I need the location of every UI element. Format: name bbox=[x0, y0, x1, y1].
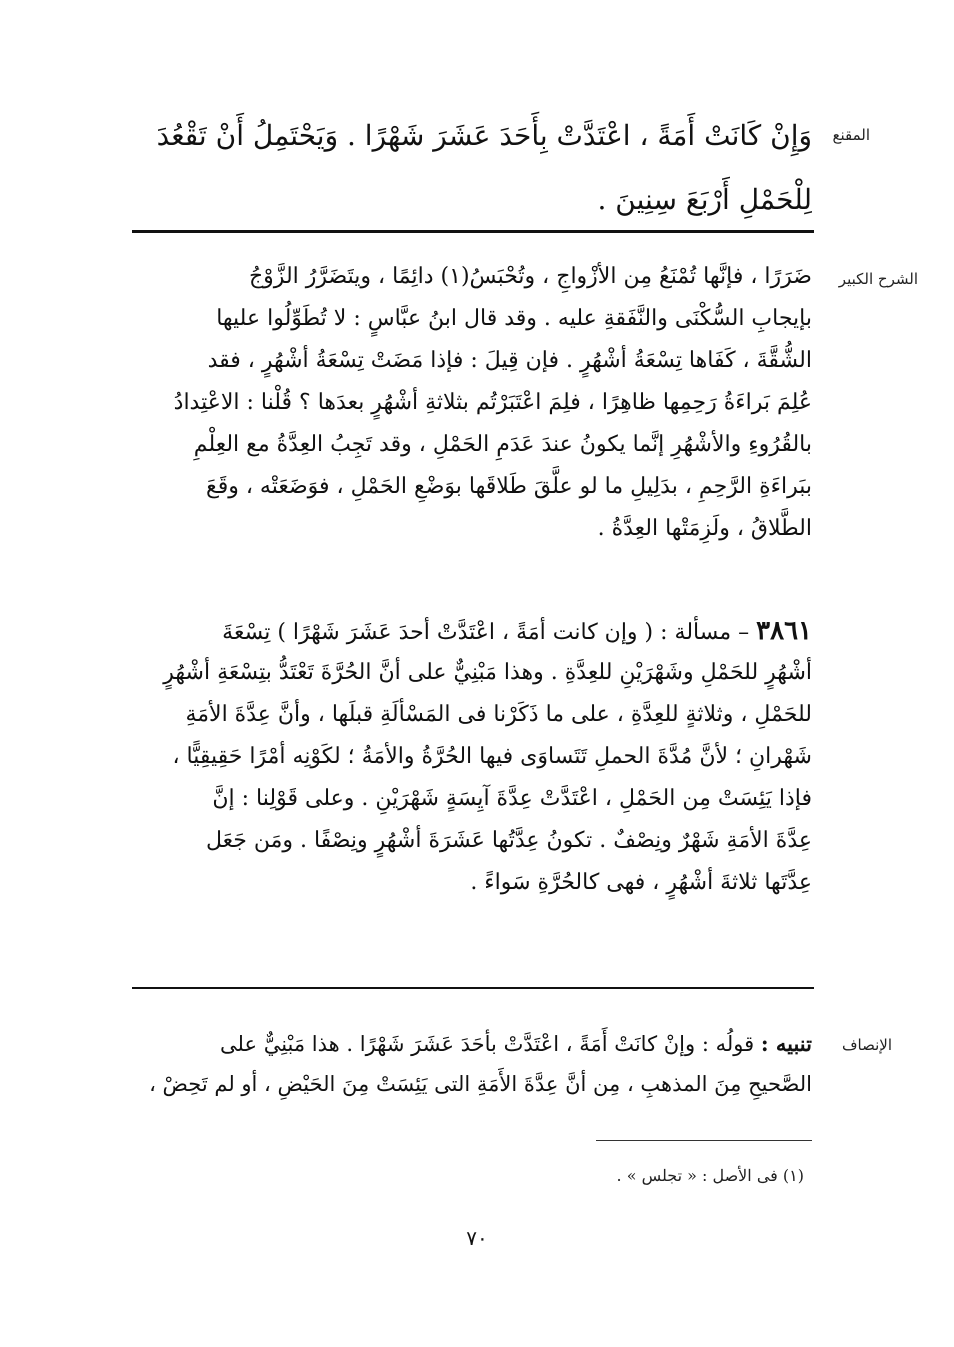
insaf-lead: تنبيه : bbox=[760, 1031, 812, 1056]
page-number: ٧٠ bbox=[466, 1226, 488, 1250]
masala-line: – مسألة : ( وإن كانت أمَةً ، اعْتَدَّتْ أحدَ عَشَرَ شَهْرًا ) تِسْعَةَ bbox=[222, 620, 750, 645]
muqni-text bbox=[132, 104, 812, 232]
muqni-line: لِلْحَمْلِ أَرْبَعَ سِنِينَ . bbox=[597, 183, 812, 216]
insaf-text bbox=[132, 1024, 812, 1104]
sharh-line: الشُّقَّةَ ، كَفَاها تِسْعَةُ أشْهُرٍ . فإن قِيلَ : فإذا مَضَتْ تِسْعَةُ أشْهُرٍ ، فقد bbox=[207, 348, 812, 373]
masala-number: ٣٨٦١ bbox=[756, 616, 812, 646]
margin-label-muqni: المقنع bbox=[832, 126, 870, 144]
masala-first-line bbox=[132, 610, 812, 652]
footnote: (١) فى الأصل : « تجلس » . bbox=[616, 1166, 804, 1185]
sharh-line: بالقُرُوءِ والأشْهُرِ إنَّما يكونُ عندَ عَدَمِ الحَمْلِ ، وقد تَجِبُ العِدَّةُ مع العِلْمِ bbox=[193, 432, 812, 457]
sharh-text bbox=[132, 256, 812, 550]
insaf-line: قولُه : وإنْ كانَتْ أَمَةً ، اعْتَدَّتْ بأحَدَ عَشَرَ شَهْرًا . هذا مَبْنِيٌّ على bbox=[220, 1032, 755, 1056]
sharh-line: بإيجابِ السُّكْنَى والنَّفَقةِ عليه . وقد قال ابنُ عبَّاسٍ : لا تُطَوِّلُوا عليها bbox=[216, 306, 812, 331]
insaf-line: الصَّحيحِ مِنَ المذهبِ ، مِن أنَّ عِدَّةَ الأَمَةِ التى يَئِسَتْ مِنَ الحَيْضِ ، أو لم تَحِضْ ، bbox=[149, 1072, 812, 1096]
muqni-line: وَإِنْ كَانَتْ أَمَةً ، اعْتَدَّتْ بِأَحَدَ عَشَرَ شَهْرًا . وَيَحْتَمِلُ أَنْ تَقْعُدَ bbox=[156, 119, 812, 152]
margin-label-sharh: الشرح الكبير bbox=[838, 270, 918, 288]
masala-line: عِدَّتَها ثلاثةَ أشْهُرٍ ، فهى كالحُرَّةِ سَواءً . bbox=[470, 870, 812, 895]
section-divider bbox=[132, 987, 814, 989]
sharh-line: الطَّلاقُ ، ولَزِمَتْها العِدَّةُ . bbox=[597, 516, 812, 541]
sharh-line: ببَراءَةِ الرَّحِمِ ، بدَلِيلِ ما لو علَّقَ طَلاقَها بوَضْعِ الحَمْلِ ، فوَضَعَتْه ، وقَعَ bbox=[205, 474, 812, 499]
sharh-line: عُلِمَ بَراءَةُ رَحِمِها ظاهِرًا ، فلِمَ اعْتَبَرْتُم بثلاثةِ أشْهُرٍ بعدَها ؟ قُلْنا : الاعْتِدادُ bbox=[173, 390, 812, 415]
footnote-divider bbox=[596, 1140, 812, 1141]
insaf-first-line bbox=[132, 1024, 812, 1064]
masala-line: أشْهُرٍ للحَمْلِ وشَهْرَيْنِ للعِدَّةِ . وهذا مَبْنِيٌّ على أنَّ الحُرَّةَ تَعْتَدُّ بتِسْعَةِ أشْهُرٍ bbox=[163, 660, 812, 685]
masala-line: فإذا يَئِسَتْ مِن الحَمْلِ ، اعْتَدَّتْ عِدَّةَ آيِسَةٍ شَهْرَيْنِ . وعلى قَوْلِنا : إنَّ bbox=[212, 786, 812, 811]
masala-line: عِدَّةَ الأمَةِ شَهْرٌ ونِصْفٌ . تكونُ عِدَّتُها عَشَرَةَ أشْهُرٍ ونِصْفًا . ومَن جَعَل bbox=[205, 828, 812, 853]
masala-line: للحَمْلِ ، وثلاثةٍ للعِدَّةِ ، على ما ذَكَرْنا فى المَسْألَةِ قبلَها ، وأنَّ عِدَّةَ الأمَةِ bbox=[185, 702, 812, 727]
sharh-line: ضَرَرًا ، فإنَّها تُمْنَعُ مِن الأزْواجِ ، وتُحْبَسُ(١) دائِمًا ، ويتَضَرَّرُ الزَّوْجُ bbox=[248, 264, 812, 289]
margin-label-insaf: الإنصاف bbox=[841, 1036, 892, 1054]
masala-text bbox=[132, 610, 812, 904]
section-divider bbox=[132, 230, 814, 233]
masala-line: شَهْرانِ ؛ لأنَّ مُدَّةَ الحملِ تَتَساوَى فيها الحُرَّةُ والأمَةُ ؛ لكَوْنِه أمْرًا حَقِيقِيًّا ، bbox=[172, 744, 812, 769]
